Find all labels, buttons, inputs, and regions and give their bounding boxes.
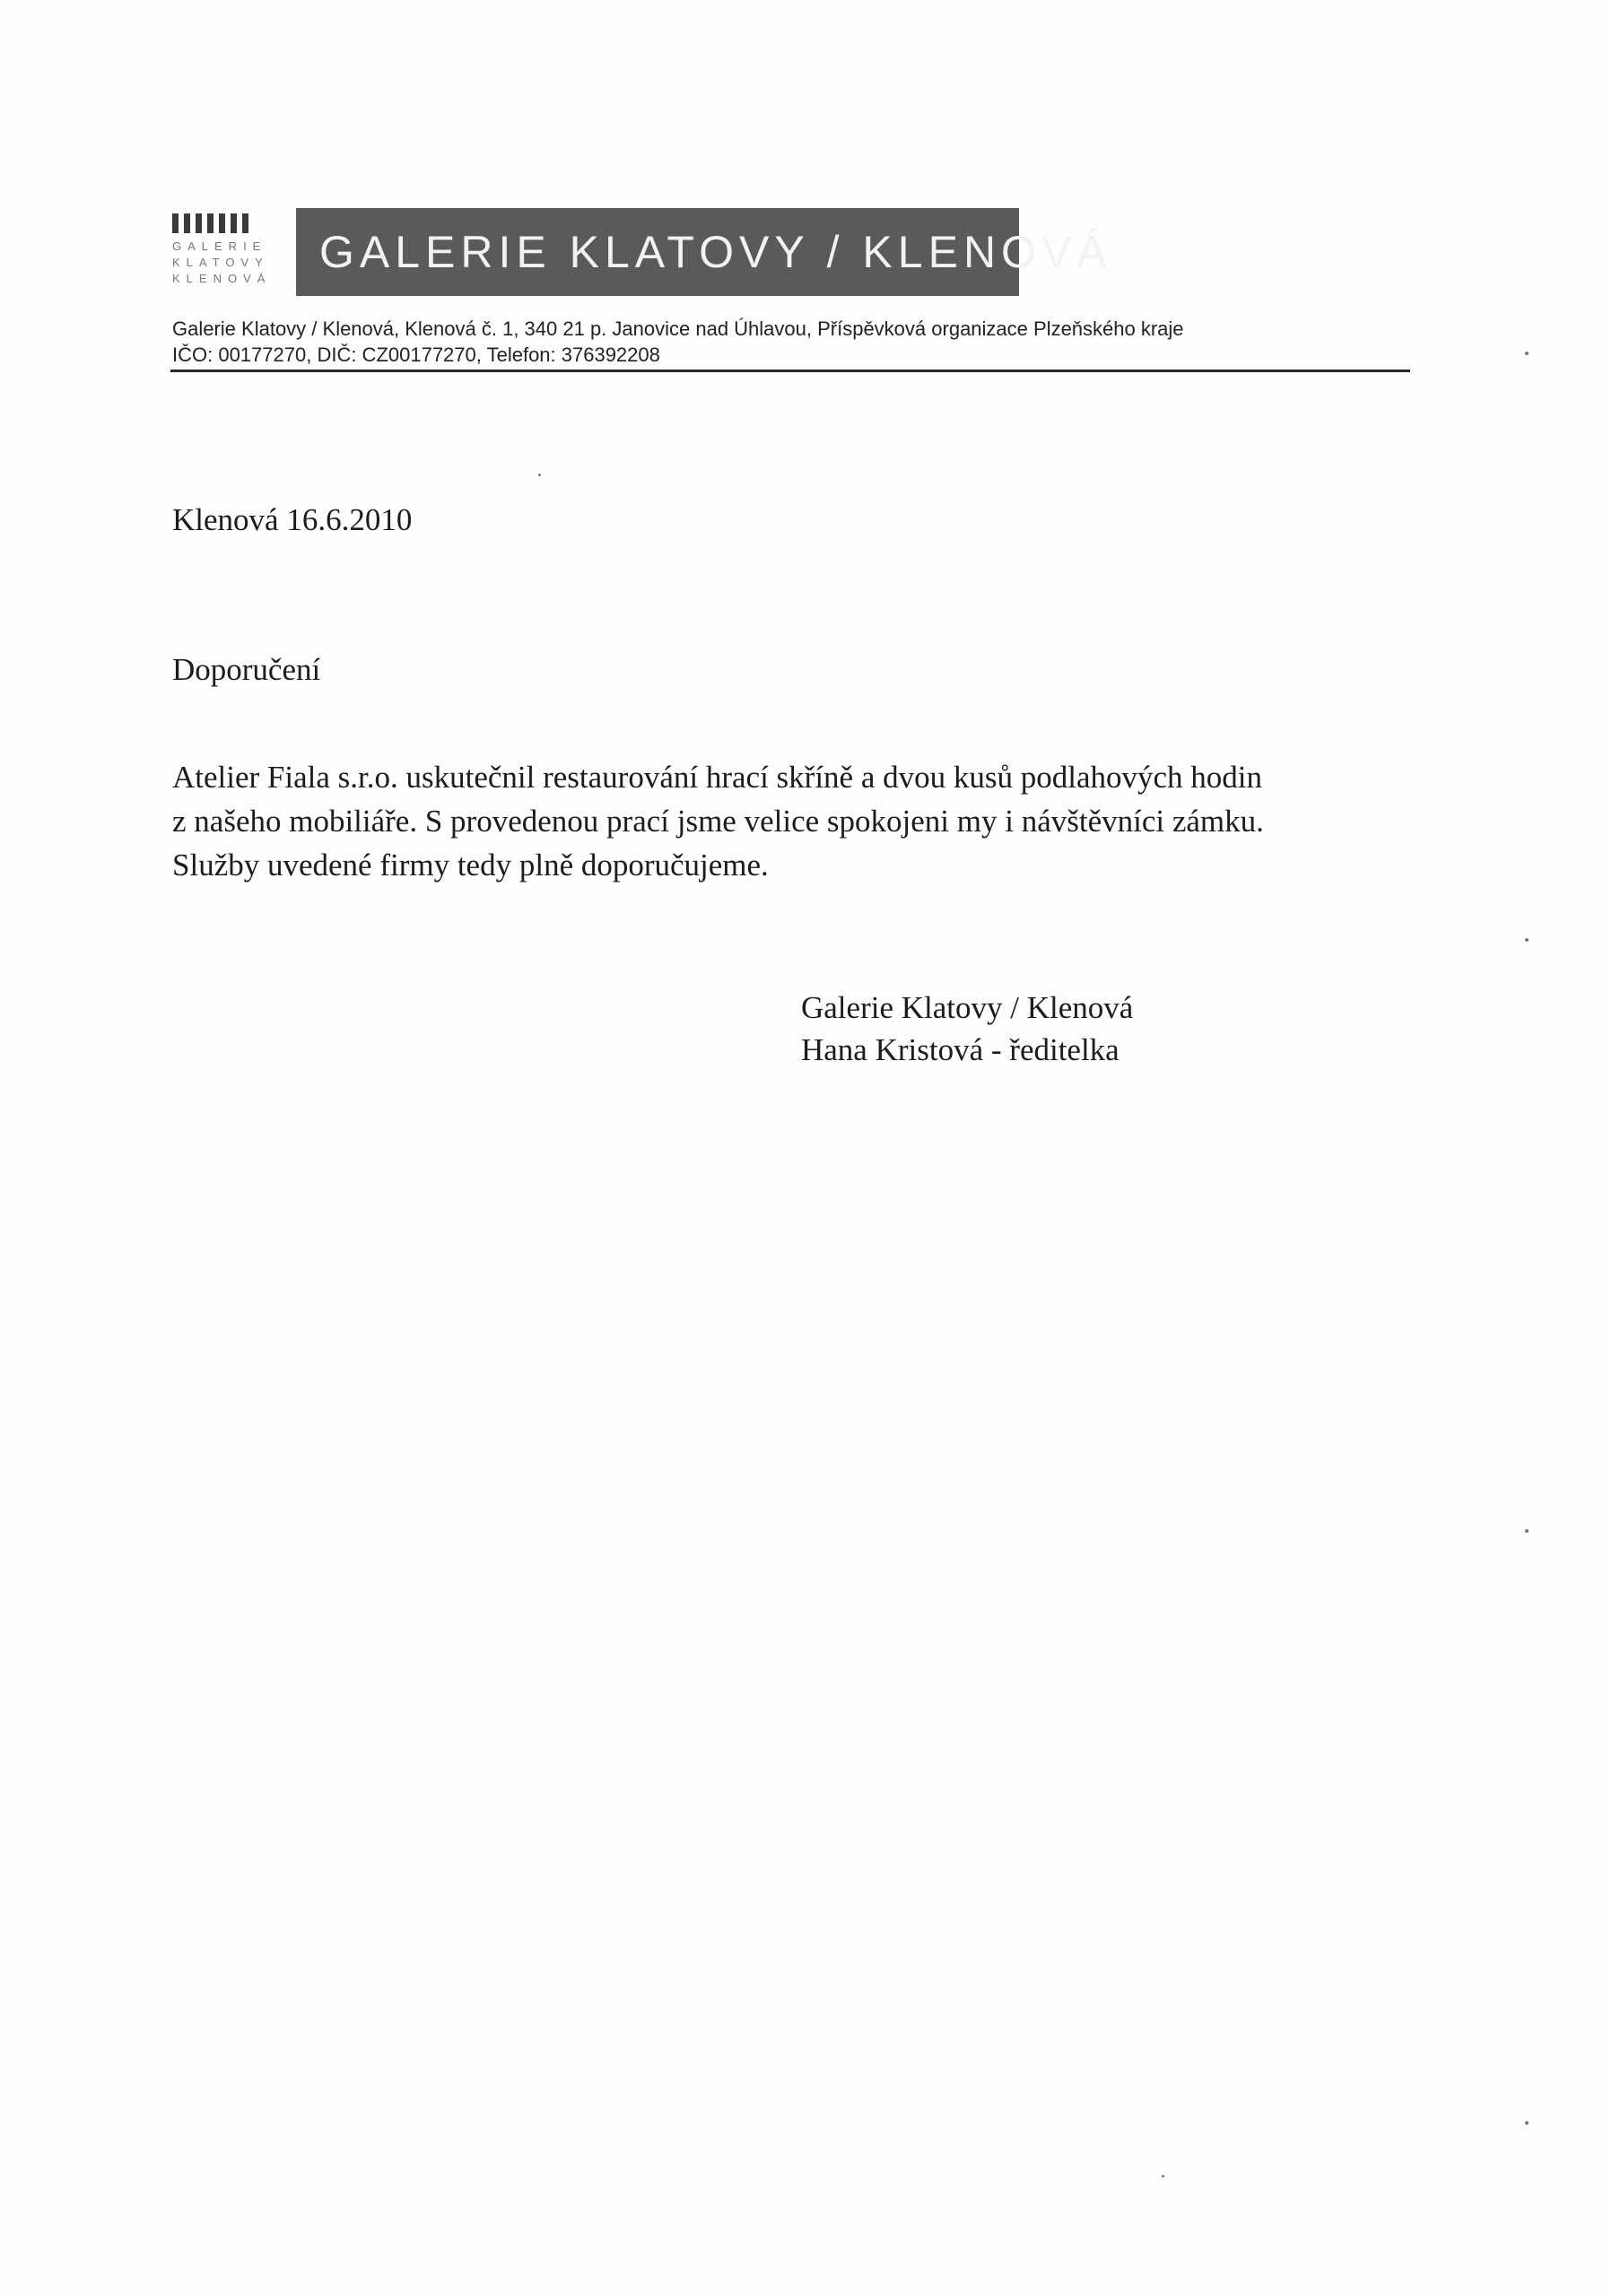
logo-line-2: KLATOVY [172,256,269,269]
scan-speck [1525,938,1529,942]
logo-bars-icon [172,213,280,233]
letterhead-divider [170,370,1410,372]
logo-line-3: KLENOVÁ [172,272,272,285]
body-line: z našeho mobiliáře. S provedenou prací jsme velice spokojeni my i návštěvníci zámku. [172,804,1264,839]
scan-speck [1162,2175,1164,2178]
letter-signature [801,987,1133,1071]
body-line: Služby uvedené firmy tedy plně doporučujeme. [172,848,769,883]
banner-title: GALERIE KLATOVY / KLENOVÁ [319,227,1112,277]
logo-line-1: GALERIE [172,239,267,253]
signature-name: Hana Kristová - ředitelka [801,1032,1120,1067]
letter-subject: Doporučení [172,652,321,687]
scan-speck [1525,352,1529,355]
letter-body [172,755,1264,887]
signature-organization: Galerie Klatovy / Klenová [801,990,1134,1025]
organization-ids: IČO: 00177270, DIČ: CZ00177270, Telefon: 376392208 [172,344,660,366]
scan-speck [538,474,541,476]
gallery-logo [172,213,280,301]
organization-address: Galerie Klatovy / Klenová, Klenová č. 1, 340 21 p. Janovice nad Úhlavou, Příspěvková organizace Plzeňského kraje [172,317,1184,340]
letterhead-banner [296,208,1112,296]
organization-info [172,316,1184,368]
scan-speck [1525,1529,1529,1533]
scan-speck [1525,2121,1529,2125]
letter-date: Klenová 16.6.2010 [172,502,413,537]
body-line: Atelier Fiala s.r.o. uskutečnil restaurování hrací skříně a dvou kusů podlahových hodin [172,760,1263,795]
